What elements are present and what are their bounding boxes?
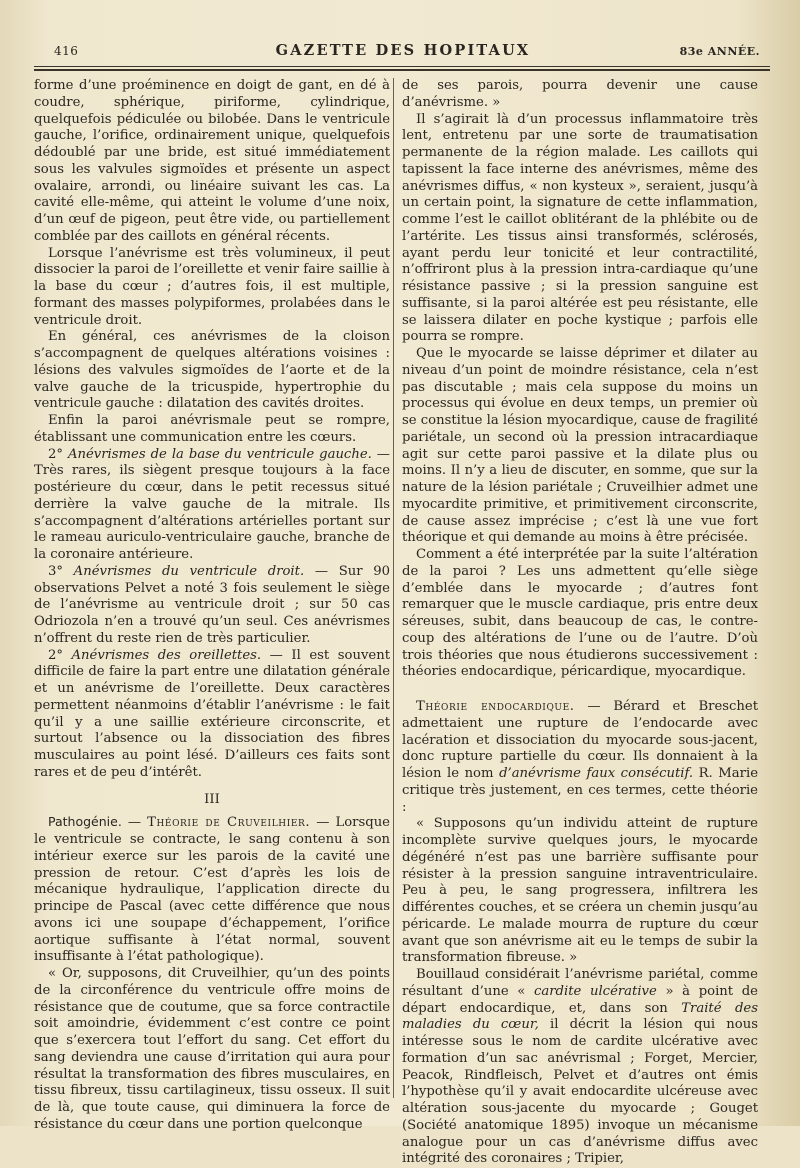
section-number: III <box>204 791 220 807</box>
paragraph-text: il décrit la lésion qui nous intéresse sous le nom de cardite ulcérative avec formation d’un sac anévrismal ; Forget, Mercier, Peacok, Rindfleisch, Pelvet et d’autres ont émis l’hypothèse qu’il y avait endocardite ulcéreuse avec altération sous-jacente du myocarde ; Gouget (Société anatomique 1895) invoque un mécanisme analogue pour un cas d’anévrisme diffus avec intégrité des coronaires ; Tripier, <box>402 1017 758 1167</box>
subsection-title: Anévrismes de la base du ventricule gauche. <box>67 446 372 462</box>
paragraph-text: R. Marie critique très justement, en ces termes, cette théorie : <box>402 766 758 815</box>
paragraph: forme d’une proéminence en doigt de gant, en dé à coudre, sphérique, piriforme, cylindrique, quelquefois pédiculée ou bilobée. Dans le ventricule gauche, l’orifice, ordinairement unique, quelquefois dédoublé par une bride, est situé immédiatement sous les valvules sigmoïdes et présente un aspect ovalaire, arrondi, ou linéaire suivant les cas. La cavité elle-même, qui atteint le volume d’une noix, d’un œuf de pigeon, peut être vide, ou partiellement comblée par des caillots en général récents. <box>34 78 390 244</box>
italic-term: d’anévrisme faux consécutif. <box>499 766 694 781</box>
paragraph: Comment a été interprétée par la suite l’altération de la paroi ? Les uns admettent qu’elle siège d’emblée dans le myocarde ; d’autres font remarquer que le muscle cardiaque, pris entre deux séreuses, subit, dans beaucoup de cas, le contre-coup des altérations de l’une ou de l’autre. D’où trois théories que nous étudierons successivement : théories endocardique, péricardique, myocardique. <box>402 547 758 680</box>
paragraph-text: — Sur 90 observations Pelvet a noté 3 fois seulement le siège de l’anévrisme au ventricule droit ; sur 50 cas Odriozola n’en a trouvé qu’un seul. Ces anévrismes n’offrent du reste rien de très particulier. <box>34 563 390 646</box>
column-divider <box>393 78 394 1098</box>
book-title: Traité des maladies du cœur, <box>402 1000 758 1033</box>
paragraph: Que le myocarde se laisse déprimer et dilater au niveau d’un point de moindre résistance, cela n’est pas discutable ; mais cela suppose du moins un processus qui évolue en deux temps, un premier où se constitue la lésion myocardique, cause de fragilité pariétale, un second où la pression intracardiaque agit sur cette paroi passive et la dilate plus ou moins. Il n’y a lieu de discuter, en somme, que sur la nature de la lésion pariétale ; Cruveilhier admet une myocardite primitive, et primitivement circonscrite, de cause assez imprécise ; c’est là une vue fort théorique et qui demande au moins à être précisée. <box>402 346 758 546</box>
paragraph: Il s’agirait là d’un processus inflammatoire très lent, entretenu par une sorte de traumatisation permanente de la région malade. Les caillots qui tapissent la face interne des anévrismes, même des anévrismes diffus, « non kysteux », seraient, jusqu’à un certain point, la signature de cette inflammation, comme l’est le caillot oblitérant de la phlébite ou de l’artérite. Les tissus ainsi transformés, sclérosés, ayant perdu leur tonicité et leur contractilité, n’offriront plus à la pression intra-cardiaque qu’une résistance passive ; si la pression sanguine est suffisante, si la paroi altérée est peu résistante, elle se laissera dilater en poche kystique ; parfois elle pourra se rompre. <box>402 111 758 345</box>
paragraph <box>402 699 758 816</box>
item-number: 2° <box>48 446 63 462</box>
spacer <box>402 681 758 699</box>
page-number: 416 <box>54 44 79 58</box>
paragraph: Pathogénie. — Théorie de Cruveilhier. — Lorsque le ventricule se contracte, le sang contenu à son intérieur exerce sur les parois de la cavité une pression de retour. C’est d’après les lois de mécanique hydraulique, l’application directe du principe de Pascal (avec cette différence que nous avons ici une soupape d’échappement, l’orifice aortique suffisante à l’état normal, souvent insuffisante à l’état pathologique). <box>34 814 390 965</box>
subsection-title: Anévrismes du ventricule droit. <box>73 563 305 579</box>
header-rule-thick <box>34 69 770 71</box>
paragraph: « Or, supposons, dit Cruveilhier, qu’un des points de la circonférence du ventricule offre moins de résistance que de coutume, que sa force contractile soit amoindrie, évidemment c’est contre ce point que s’exercera tout l’effort du sang. Cet effort du sang deviendra une cause d’irritation qui aura pour résultat la transformation des fibres musculaires, en tissu fibreux, tissu cartilagineux, tissu osseux. Il suit de là, que toute cause, qui diminuera la force de résistance du cœur dans une portion quelconque <box>34 966 390 1132</box>
paragraph <box>34 564 390 648</box>
subsection-title: Anévrismes des oreillettes. <box>71 647 262 663</box>
paragraph: de ses parois, pourra devenir une cause d’anévrisme. » <box>402 78 758 110</box>
paragraph <box>34 648 390 782</box>
theory-heading: Théorie endocardique. <box>416 699 575 714</box>
paragraph-text: — Lorsque le ventricule se contracte, le sang contenu à son intérieur exerce sur les parois de la cavité une pression de retour. C’est d’après les lois de mécanique hydraulique, l’application directe du principe de Pascal (avec cette différence que nous avons ici une soupape d’échappement, l’orifice aortique suffisante à l’état normal, souvent insuffisante à l’état pathologique). <box>34 815 390 965</box>
paragraph <box>402 967 758 1168</box>
paragraph: En général, ces anévrismes de la cloison s’accompagnent de quelques altérations voisines : lésions des valvules sigmoïdes de l’aorte et de la valve gauche de la tricuspide, hypertrophie du ventricule gauche : dilatation des cavités droites. <box>34 329 390 412</box>
left-column <box>34 78 390 1134</box>
paragraph-text: — Il est souvent difficile de faire la part entre une dilatation générale et un anévrisme de l’oreillette. Deux caractères permettent néanmoins d’établir l’anévrisme : le fait qu’il y a une saillie extérieure circonscrite, et surtout l’absence ou la dissociation des fibres musculaires au point lésé. D’ailleurs ces faits sont rares et de peu d’intérêt. <box>34 647 390 780</box>
paragraph-text: — Très rares, ils siègent presque toujours à la face postérieure du cœur, dans le petit recessus situé derrière la valve gauche de la mitrale. Ils s’accompagnent d’altérations artérielles portant sur le rameau auriculo-ventriculaire gauche, branche de la coronaire antérieure. <box>34 446 390 562</box>
italic-term: cardite ulcérative <box>534 983 657 999</box>
journal-title: GAZETTE DES HOPITAUX <box>275 42 531 59</box>
item-number: 3° <box>48 563 63 579</box>
paragraph: « Supposons qu’un individu atteint de rupture incomplète survive quelques jours, le myocarde dégénéré n’est pas une barrière suffisante pour résister à la pression sanguine intraventriculaire. Peu à peu, le sang progressera, infiltrera les différentes couches, et se créera un chemin jusqu’au péricarde. Le malade mourra de rupture du cœur avant que son anévrisme ait eu le temps de subir la transformation fibreuse. » <box>402 816 758 966</box>
paragraph-text: » à point de départ endocardique, et, dans son <box>402 983 758 1016</box>
page-header <box>34 44 772 68</box>
item-number: 2° <box>48 647 63 663</box>
paragraph <box>34 447 390 564</box>
header-rule <box>34 66 770 67</box>
paragraph: Lorsque l’anévrisme est très volumineux, il peut dissocier la paroi de l’oreillette et venir faire saillie à la base du cœur ; d’autres fois, il est multiple, formant des masses polypiformes, prolabées dans le ventricule droit. <box>34 245 390 328</box>
theory-heading: Théorie de Cruveilhier. <box>147 815 311 831</box>
paragraph-text: Bouillaud considérait l’anévrisme pariétal, comme résultant d’une « <box>402 967 758 999</box>
paragraph: Enfin la paroi anévrismale peut se rompre, établissant une communication entre les cœurs. <box>34 413 390 445</box>
section-heading: Pathogénie. <box>48 814 122 830</box>
paragraph-text: — Bérard et Breschet admettaient une rupture de l’endocarde avec lacération et dissociation du myocarde sous-jacent, donc rupture partielle du cœur. Ils donnaient à la lésion le nom <box>402 699 758 781</box>
right-column <box>402 78 758 1168</box>
year-label: 83e ANNÉE. <box>679 45 760 58</box>
